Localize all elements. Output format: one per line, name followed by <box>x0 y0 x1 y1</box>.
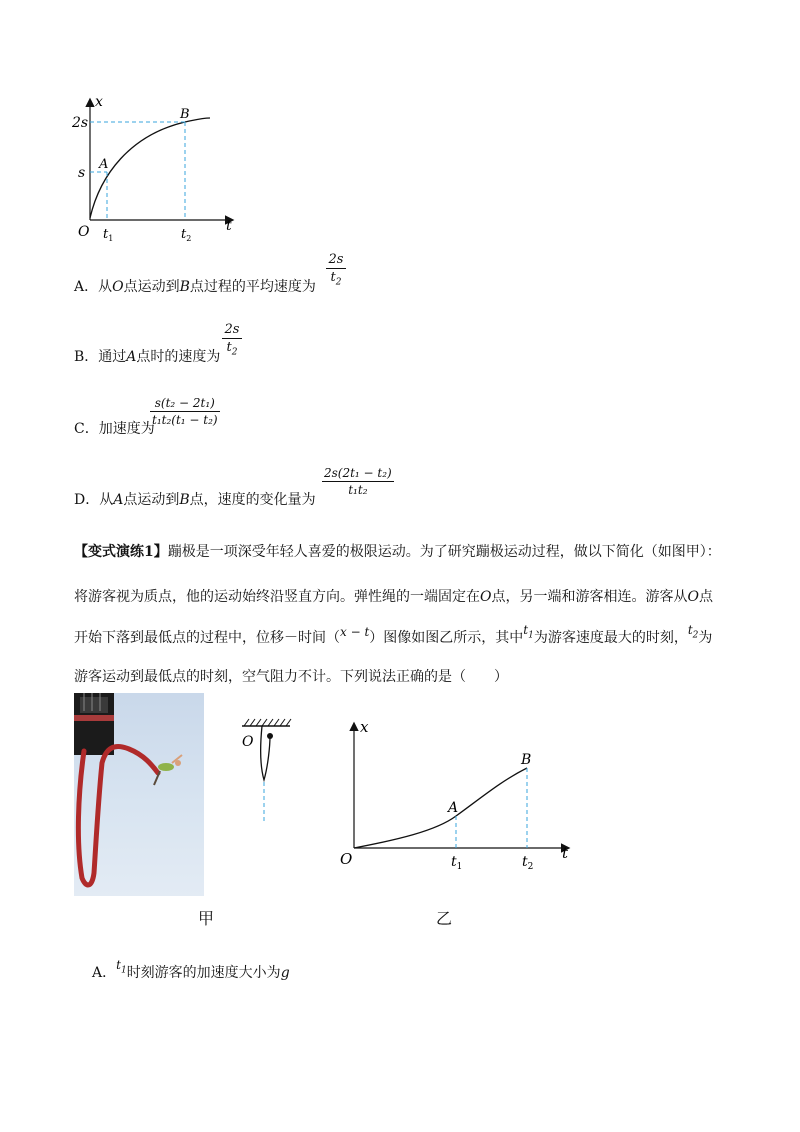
point-a-label: A <box>448 800 459 816</box>
x-axis-label: x <box>360 718 369 736</box>
option-d-mid: 点运动到 <box>123 492 180 508</box>
exercise-text-2a: 将游客视为质点，他的运动始终沿竖直方向。弹性绳的一端固定在 <box>74 589 480 605</box>
caption-yi: 乙 <box>436 909 453 928</box>
exercise-var-t2: $t_2$ <box>687 623 699 641</box>
exercise-title: 【变式演练1】 <box>74 544 168 560</box>
tick-2s: 2s <box>72 115 89 131</box>
schematic-origin-label: O <box>242 734 254 750</box>
exercise-text-4: 游客运动到最低点的时刻，空气阻力不计。下列说法正确的是（ ） <box>74 669 508 685</box>
option-a-var1: O <box>112 279 124 295</box>
x-t-curve <box>354 768 527 848</box>
fraction-denominator: $t_2$ <box>330 270 342 288</box>
option-b-var1: A <box>126 349 137 365</box>
option-c-fraction <box>150 396 220 427</box>
option-d-var2: B <box>179 492 190 508</box>
exercise-line-1 <box>74 541 721 561</box>
tourist-point <box>267 733 273 739</box>
exercise-text-1: 蹦极是一项深受年轻人喜爱的极限运动。为了研究蹦极运动过程，做以下简化（如图甲）： <box>167 544 721 560</box>
option-d-fraction <box>322 466 394 497</box>
option-last-mid: 时刻游客的加速度大小为 <box>126 965 281 981</box>
fraction-numerator: 2s(2t₁ − t₂) <box>324 466 392 480</box>
t-axis-label: t <box>562 844 569 862</box>
exercise-text-2c: 点 <box>698 589 713 605</box>
option-b-fraction <box>222 322 242 358</box>
fraction-denominator: $t_2$ <box>226 340 238 358</box>
caption-jia: 甲 <box>198 909 215 928</box>
exercise-line-3 <box>74 623 713 648</box>
option-d-var1: A <box>113 492 124 508</box>
option-a-mid: 点运动到 <box>123 279 180 295</box>
option-d <box>74 489 316 509</box>
exercise-var-o2: O <box>687 589 699 605</box>
origin-label: O <box>340 850 353 868</box>
tick-t1: $t_1$ <box>103 227 114 243</box>
option-a <box>74 276 316 296</box>
option-last-var-t1: $t_1$ <box>116 958 127 976</box>
option-a-var2: B <box>179 279 190 295</box>
option-c <box>74 418 155 438</box>
x-axis-label: x <box>95 94 103 110</box>
bungee-photo <box>74 693 204 896</box>
origin-label: O <box>78 224 90 240</box>
fraction-numerator: 2s <box>224 322 240 337</box>
tick-t1: $t_1$ <box>451 854 463 872</box>
bungee-photo-drawing <box>74 693 204 896</box>
exercise-text-2b: 点，另一端和游客相连。游客从 <box>491 589 688 605</box>
xt-graph-2 <box>336 716 576 876</box>
fraction-numerator: 2s <box>328 252 344 267</box>
option-a-prefix: A．从 <box>74 279 113 295</box>
point-b-label: B <box>180 107 190 122</box>
exercise-var-o: O <box>480 589 492 605</box>
tick-s: s <box>78 165 86 181</box>
exercise-var-t1: $t_1$ <box>523 623 534 641</box>
option-last-prefix: A． <box>92 965 117 981</box>
option-b <box>74 346 220 366</box>
option-last-var-g: g <box>280 965 290 981</box>
option-a-suffix: 点过程的平均速度为 <box>189 279 316 295</box>
exercise-text-3d: 为 <box>698 630 713 646</box>
exercise-line-4 <box>74 666 508 686</box>
option-a-fraction <box>326 252 346 288</box>
exercise-var-xt: x − t <box>340 625 370 639</box>
option-d-suffix: 点，速度的变化量为 <box>189 492 316 508</box>
fraction-denominator: t₁t₂(t₁ − t₂) <box>152 413 218 427</box>
option-c-prefix: C．加速度为 <box>74 421 155 437</box>
bungee-schematic <box>236 716 296 826</box>
exercise-line-2 <box>74 586 713 606</box>
point-a-label: A <box>99 157 109 172</box>
exercise-text-3b: ）图像如图乙所示，其中 <box>369 630 524 646</box>
point-b-label: B <box>521 752 532 768</box>
exercise-text-3c: 为游客速度最大的时刻， <box>533 630 688 646</box>
option-last-a <box>92 958 290 983</box>
fraction-denominator: t₁t₂ <box>348 483 368 497</box>
option-b-suffix: 点时的速度为 <box>136 349 221 365</box>
option-b-prefix: B．通过 <box>74 349 127 365</box>
tick-t2: $t_2$ <box>522 854 534 872</box>
xt-graph-1 <box>70 90 250 245</box>
t-axis-label: t <box>226 218 232 234</box>
option-d-prefix: D．从 <box>74 492 114 508</box>
tick-t2: $t_2$ <box>181 227 192 243</box>
exercise-text-3a: 开始下落到最低点的过程中，位移－时间（ <box>74 630 340 646</box>
fraction-numerator: s(t₂ − 2t₁) <box>154 396 215 410</box>
